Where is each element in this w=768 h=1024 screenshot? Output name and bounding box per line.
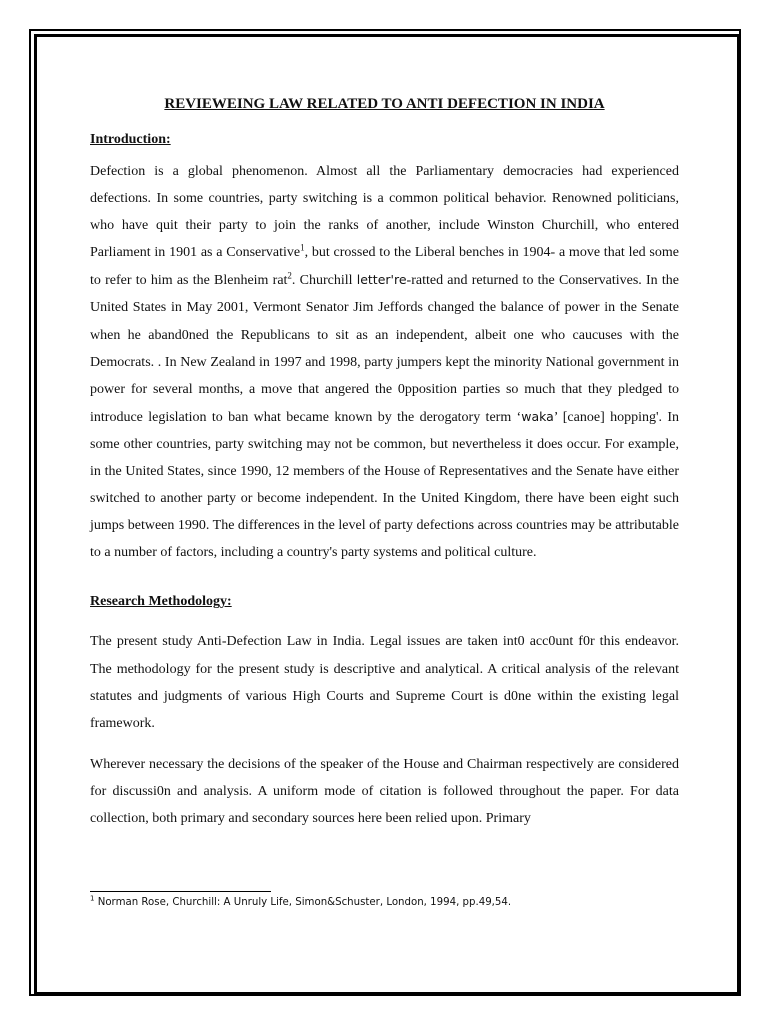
intro-text-1: Defection is a global phenomenon. Almost all the Parliamentary democracies had experienced defections. In some countries, party switching is a common political behavior. Renowned politicians, who have quit their party to join the ranks of another, include Winston Churchill, who entered Parliament in 1901 as a Conservative — [90, 164, 679, 261]
introduction-heading: Introduction: — [90, 132, 171, 147]
intro-text-2: , but crossed to the Liberal benches in 1904- a move that led some to refer to him as the Blenheim rat — [90, 245, 679, 289]
footnote-text: Norman Rose, Churchill: A Unruly Life, Simon&Schuster, London, 1994, pp.49,54. — [94, 897, 512, 908]
document-body — [90, 93, 679, 832]
research-paragraph-1: The present study Anti-Defection Law in India. Legal issues are taken int0 acc0unt f0r this endeavor. The methodology for the present study is descriptive and analytical. A critical analysis of the relevant statutes and judgments of various High Courts and Supreme Court is d0ne within the existing legal framework. — [90, 634, 679, 731]
footnote-ref-2: 2 — [287, 270, 292, 281]
intro-text-4: letter're — [356, 272, 407, 288]
footnote-number: 1 — [90, 894, 95, 903]
intro-text-6: waka — [521, 408, 554, 424]
research-paragraph-2: Wherever necessary the decisions of the speaker of the House and Chairman respectively are considered for discussi0n and analysis. A uniform mode of citation is followed throughout the paper. For data collection, both primary and secondary sources here been relied upon. Primary — [90, 756, 679, 826]
footnote — [90, 894, 690, 908]
document-title: REVIEWEING LAW RELATED TO ANTI DEFECTION IN INDIA — [164, 96, 605, 112]
intro-text-5: -ratted and returned to the Conservatives. In the United States in May 2001, Vermont Senator Jim Jeffords changed the balance of power in the Senate when he aband0ned the Republicans to sit as an independent, albeit one who caucuses with the Democrats. . In New Zealand in 1997 and 1998, party jumpers kept the minority National government in power for several months, a move that angered the 0pposition parties so much that they pledged to introduce legislation to ban what became known by the derogatory term ‘ — [90, 273, 679, 425]
footnote-ref-1: 1 — [300, 242, 305, 253]
footnote-separator — [90, 891, 271, 892]
intro-text-7: ’ [canoe] hopping'. In some other countries, party switching may not be common, but nevertheless it does occur. For example, in the United States, since 1990, 12 members of the House of Representatives and the Senate have either switched to another party or become independent. In the United Kingdom, there have been eight such jumps between 1990. The differences in the level of party defections across countries may be attributable to a number of factors, including a country's party systems and political culture. — [90, 409, 679, 561]
introduction-paragraph — [90, 158, 679, 566]
intro-text-3: . Churchill — [291, 273, 357, 289]
research-methodology-heading: Research Methodology: — [90, 594, 232, 610]
